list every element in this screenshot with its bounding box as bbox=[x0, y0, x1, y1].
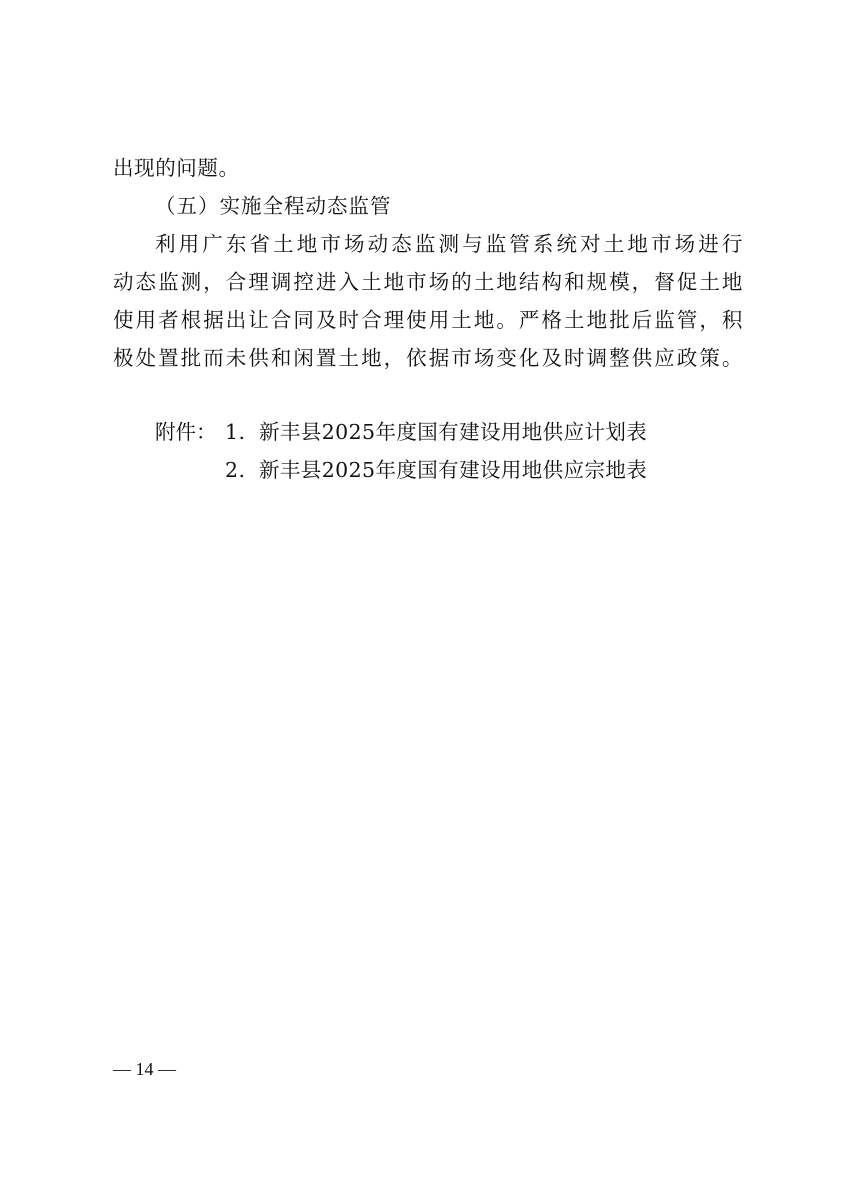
paragraph-line: 动态监测，合理调控进入土地市场的土地结构和规模，督促土地 bbox=[113, 270, 743, 294]
attachment-title: 新丰县2025年度国有建设用地供应宗地表 bbox=[259, 458, 648, 482]
attachment-number: 1. bbox=[225, 420, 246, 444]
paragraph-line: 利用广东省土地市场动态监测与监管系统对土地市场进行 bbox=[155, 232, 743, 256]
paragraph-line: 使用者根据出让合同及时合理使用土地。严格土地批后监管，积 bbox=[113, 308, 743, 332]
section-heading: （五）实施全程动态监管 bbox=[155, 194, 392, 218]
attachment-number: 2. bbox=[225, 458, 246, 482]
attachment-title: 新丰县2025年度国有建设用地供应计划表 bbox=[259, 420, 648, 444]
attachment-item bbox=[225, 452, 647, 489]
attachment-label: 附件： bbox=[155, 420, 217, 444]
text-line-continuation: 出现的问题。 bbox=[113, 156, 240, 180]
paragraph-line: 极处置批而未供和闲置土地，依据市场变化及时调整供应政策。 bbox=[113, 346, 743, 370]
page-number: — 14 — bbox=[113, 1059, 176, 1079]
attachment-item bbox=[225, 414, 647, 451]
